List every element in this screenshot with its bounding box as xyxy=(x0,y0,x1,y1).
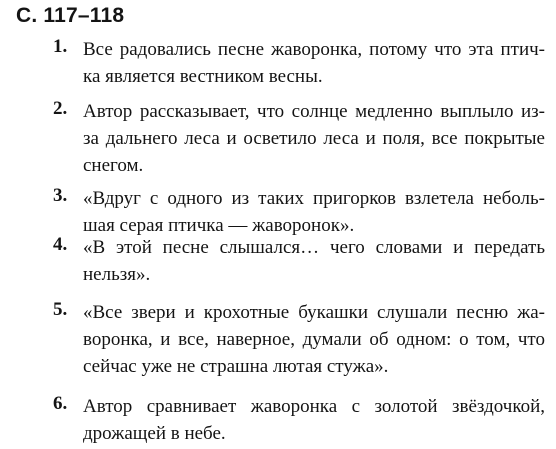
item-number: 5. xyxy=(53,299,68,320)
page-heading: С. 117–118 xyxy=(16,4,125,27)
text-line: нельзя». xyxy=(83,264,151,285)
item-number: 3. xyxy=(53,185,68,206)
item-text xyxy=(83,98,545,179)
text-line: дрожащей в небе. xyxy=(83,423,226,444)
text-line: за дальнего леса и осветило леса и поля, все покрытые xyxy=(83,128,545,149)
text-line: снегом. xyxy=(83,155,144,176)
item-number: 2. xyxy=(53,98,68,119)
text-line: Автор сравнивает жаворонка с золотой звёздочкой, xyxy=(83,396,545,417)
item-text xyxy=(83,299,545,380)
text-line: ка является вестником весны. xyxy=(83,66,323,87)
item-number: 1. xyxy=(53,36,68,57)
text-line: шая серая птичка — жаворонок». xyxy=(83,215,355,236)
text-line: воронка, и все, наверное, думали об одном: о том, что xyxy=(83,329,545,350)
item-number: 6. xyxy=(53,393,68,414)
text-line: Все радовались песне жаворонка, потому что эта птич- xyxy=(83,39,545,60)
text-line: «Вдруг с одного из таких пригорков взлетела неболь- xyxy=(83,188,545,209)
item-text xyxy=(83,234,545,288)
text-line: «Все звери и крохотные букашки слушали песню жа- xyxy=(83,302,545,323)
text-line: «В этой песне слышался… чего словами и передать xyxy=(83,237,545,258)
item-number: 4. xyxy=(53,234,68,255)
text-line: Автор рассказывает, что солнце медленно выплыло из- xyxy=(83,101,545,122)
item-text xyxy=(83,393,545,447)
item-text xyxy=(83,185,545,239)
item-text xyxy=(83,36,545,90)
text-line: сейчас уже не страшна лютая стужа». xyxy=(83,356,389,377)
